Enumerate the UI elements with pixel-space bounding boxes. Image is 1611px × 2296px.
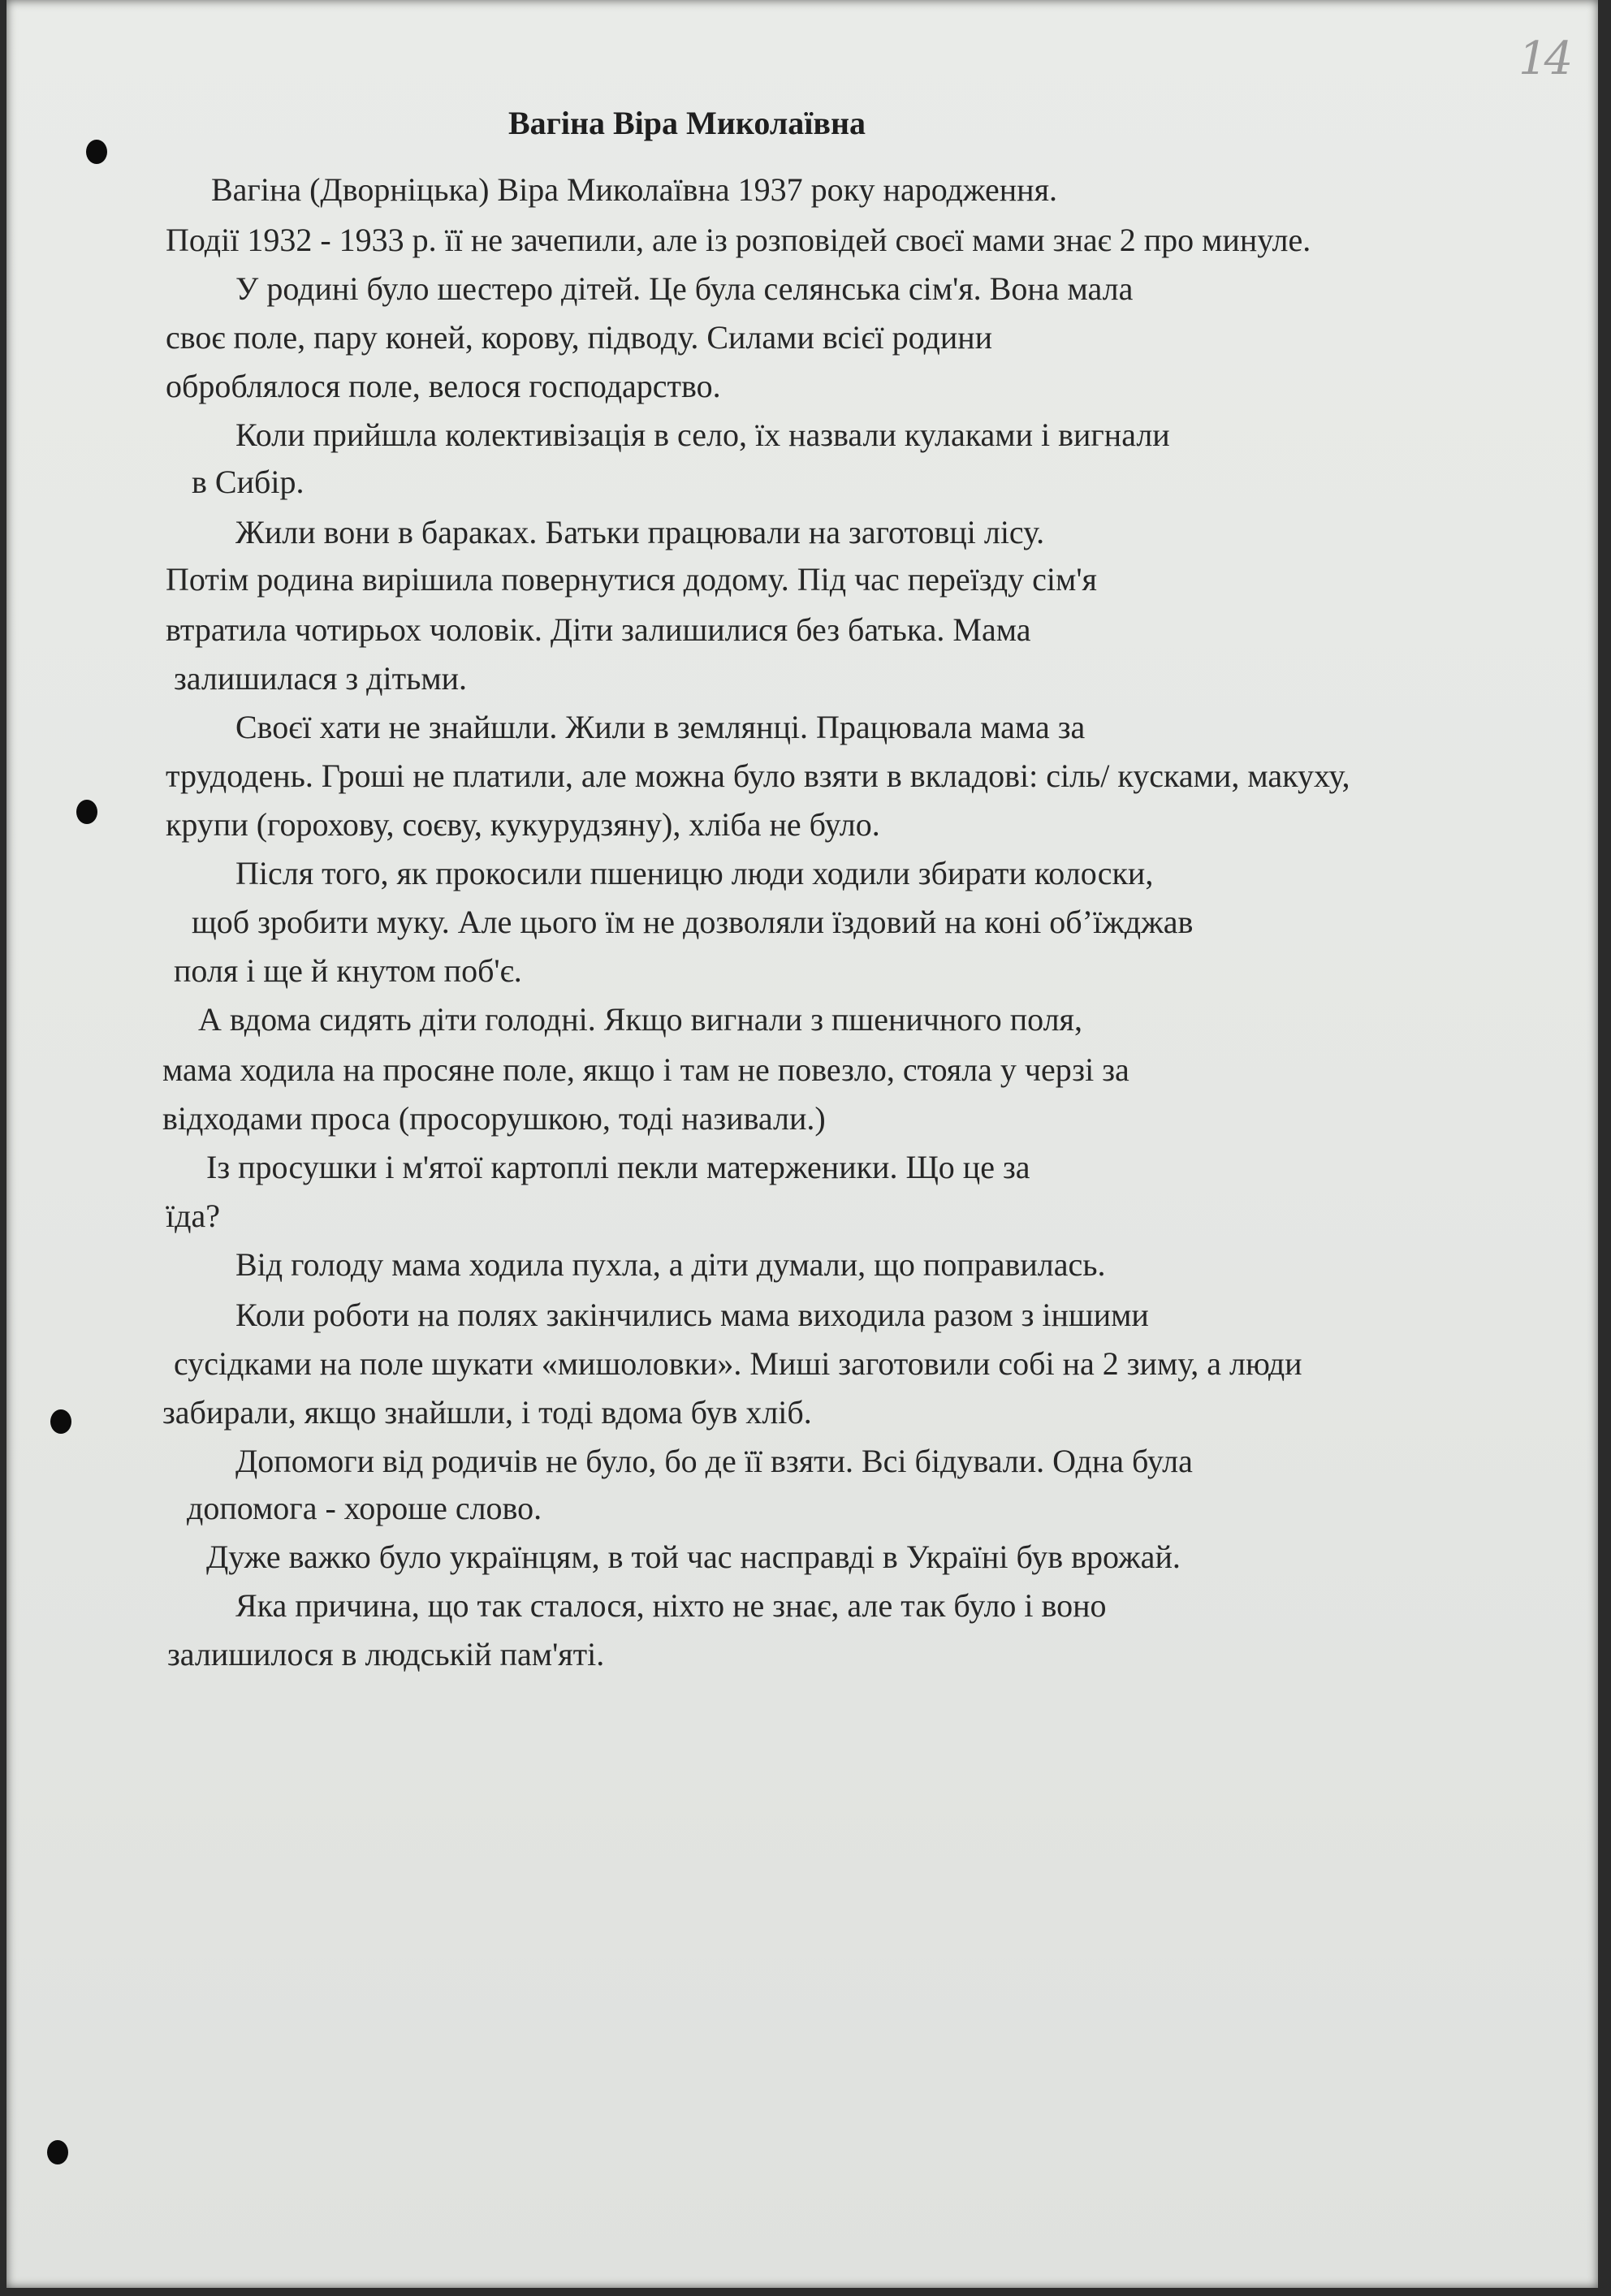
text-line: відходами проса (просорушкою, тоді називали.) [162,1100,826,1137]
text-line: У родині було шестеро дітей. Це була селянська сім'я. Вона мала [235,270,1134,307]
text-line: Жили вони в бараках. Батьки працювали на заготовці лісу. [235,514,1045,550]
text-line: Вагіна (Дворніцька) Віра Миколаївна 1937 року народження. [211,171,1057,208]
text-line: Своєї хати не знайшли. Жили в землянці. Працювала мама за [235,709,1086,745]
text-line: залишилася з дітьми. [174,660,468,697]
text-line: залишилося в людській пам'яті. [167,1636,605,1672]
text-line: поля і ще й кнутом поб'є. [174,952,522,989]
text-line: їда? [166,1198,220,1234]
document-page [6,0,1598,2288]
text-line: допомога - хороше слово. [187,1490,542,1526]
page-number: 14 [1518,32,1570,85]
document-title: Вагіна Віра Миколаївна [508,105,866,141]
text-line: в Сибір. [192,464,304,500]
text-line: Після того, як прокосили пшеницю люди ходили збирати колоски, [235,855,1154,891]
text-line: мама ходила на просяне поле, якщо і там не повезло, стояла у черзі за [162,1051,1129,1088]
text-line: трудодень. Гроші не платили, але можна було взяти в вкладові: сіль/ кусками, макуху, [166,757,1350,794]
text-line: крупи (горохову, соєву, кукурудзяну), хліба не було. [166,806,880,843]
text-line: Коли роботи на полях закінчились мама виходила разом з іншими [235,1297,1149,1333]
text-line: своє поле, пару коней, корову, підводу. Силами всієї родини [166,319,993,356]
punch-hole-1 [86,140,107,164]
punch-hole-2 [76,800,97,824]
text-line: втратила чотирьох чоловік. Діти залишилися без батька. Мама [166,611,1031,648]
text-line: Яка причина, що так сталося, ніхто не знає, але так було і воно [235,1587,1107,1624]
text-line: А вдома сидять діти голодні. Якщо вигнали з пшеничного поля, [198,1001,1082,1038]
text-line: Дуже важко було українцям, в той час насправді в Україні був врожай. [206,1539,1181,1575]
text-line: Від голоду мама ходила пухла, а діти думали, що поправилась. [235,1246,1106,1283]
text-line: Коли прийшла колективізація в село, їх назвали кулаками і вигнали [235,416,1170,453]
text-line: Допомоги від родичів не було, бо де її взяти. Всі бідували. Одна була [235,1443,1193,1479]
text-line: щоб зробити муку. Але цього їм не дозволяли їздовий на коні об’їжджав [192,904,1194,940]
text-line: забирали, якщо знайшли, і тоді вдома був хліб. [162,1394,812,1431]
punch-hole-4 [47,2140,68,2164]
punch-hole-3 [50,1409,71,1434]
text-line: оброблялося поле, велося господарство. [166,368,721,404]
text-line: Із просушки і м'ятої картоплі пекли матерженики. Що це за [206,1149,1030,1185]
text-line: Події 1932 - 1933 р. її не зачепили, але із розповідей своєї мами знає 2 про минуле. [166,222,1311,258]
text-line: сусідками на поле шукати «мишоловки». Миші заготовили собі на 2 зиму, а люди [174,1345,1302,1382]
text-line: Потім родина вирішила повернутися додому. Під час переїзду сім'я [166,561,1097,598]
